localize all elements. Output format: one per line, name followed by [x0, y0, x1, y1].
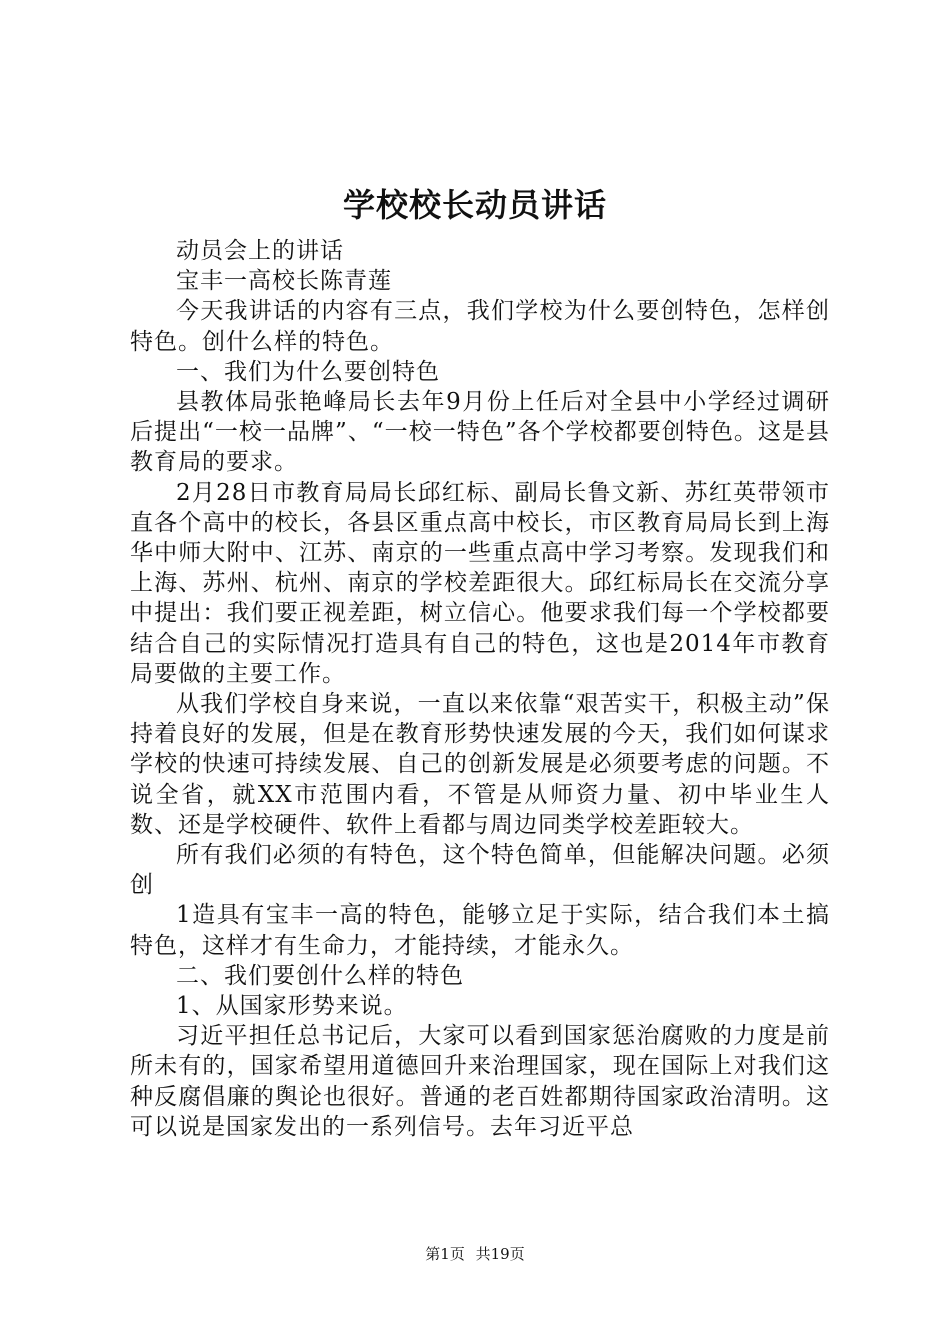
- paragraph: 所有我们必须的有特色，这个特色简单，但能解决问题。必须创: [130, 842, 830, 899]
- paragraph: 从我们学校自身来说，一直以来依靠“艰苦实干，积极主动”保持着良好的发展，但是在教育形势快速发展的今天，我们如何谋求学校的快速可持续发展、自己的创新发展是必须要考虑的问题。不说全省，就XX市范围内看，不管是从师资力量、初中毕业生人数、还是学校硬件、软件上看都与周边同类学校差距较大。: [130, 691, 830, 838]
- page-total: 共19页: [475, 1245, 525, 1263]
- document-title: 学校校长动员讲话: [342, 186, 607, 224]
- paragraph: 1造具有宝丰一高的特色，能够立足于实际，结合我们本土搞特色，这样才有生命力，才能持续，才能永久。: [130, 902, 830, 959]
- section-heading: 二、我们要创什么样的特色: [176, 962, 464, 989]
- paragraph: 今天我讲话的内容有三点，我们学校为什么要创特色，怎样创特色。创什么样的特色。: [130, 298, 830, 355]
- subsection-heading: 1、从国家形势来说。: [176, 993, 408, 1020]
- paragraph: 习近平担任总书记后，大家可以看到国家惩治腐败的力度是前所未有的，国家希望用道德回升来治理国家，现在国际上对我们这种反腐倡廉的舆论也很好。普通的老百姓都期待国家政治清明。这可以说是国家发出的一系列信号。去年习近平总: [130, 1023, 830, 1140]
- paragraph: 县教体局张艳峰局长去年9月份上任后对全县中小学经过调研后提出“一校一品牌”、“一校一特色”各个学校都要创特色。这是县教育局的要求。: [130, 389, 830, 476]
- paragraph: 宝丰一高校长陈青莲: [176, 268, 392, 295]
- paragraph: 动员会上的讲话: [176, 238, 344, 264]
- page-number: 第1页: [425, 1245, 465, 1263]
- paragraph: 2月28日市教育局局长邱红标、副局长鲁文新、苏红英带领市直各个高中的校长，各县区重点高中校长，市区教育局局长到上海华中师大附中、江苏、南京的一些重点高中学习考察。发现我们和上海、苏州、杭州、南京的学校差距很大。邱红标局长在交流分享中提出：我们要正视差距，树立信心。他要求我们每一个学校都要结合自己的实际情况打造具有自己的特色，这也是2014年市教育局要做的主要工作。: [130, 479, 830, 687]
- section-heading: 一、我们为什么要创特色: [176, 358, 440, 385]
- page-footer: [0, 1242, 950, 1266]
- document-body: [130, 236, 830, 1142]
